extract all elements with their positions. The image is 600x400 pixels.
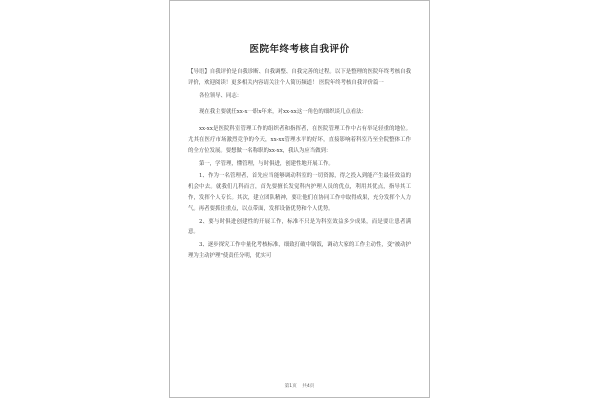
paragraph-intro: 【导语】自我评价是自我诊断、自我调整、自我完善的过程。以下是整理的医院年终考核自我评价，欢迎阅读！更多相关内容请关注个人简历频道！ 医院年终考核自我评价篇一: [188, 69, 411, 86]
page-number: 第1页: [284, 384, 297, 389]
page-total: 共4页: [302, 384, 315, 389]
page-footer: [170, 383, 429, 389]
paragraph-item-2: 2、要与时俱进创建性的开展工作，标准不只是为科室效益多少成果，而是要让患者满意。: [188, 218, 411, 236]
paragraph-salutation: 各位领导、同志：: [199, 92, 243, 99]
paragraph-role: xx-xx是医院科室管理工作的组织者和指挥者，在医院管理工作中占有举足轻重的地位。尤其在医疗市场激烈竞争的今天，xx-xx管理水平的好坏，直接影响着科室乃至全院整体工作的全方位发展。要想做一名称职的xx-xx，我认为应当做到：: [188, 126, 411, 154]
document-body: [188, 67, 411, 262]
paragraph-item-3: 3、逐步探究工作中量化考核标准，细致打破中锅饭，调动大家的工作主动性，变"被动护理为主动护理"使责任分明，优实可: [188, 242, 411, 259]
paragraph-opening: 现在我主要就任xx-x一职x年来，对xx-xx这一角色的细织谈几点看法：: [199, 109, 367, 116]
document-page: [169, 0, 430, 398]
document-title: 医院年终考核自我评价: [249, 44, 350, 55]
paragraph-item-1: 1、作为一名管理者，首先应当能够调动科室的一切资源，得之投入到能产生最佳效益的机会中去。就我们几科而言，首先要擅长发觉科内护理人员的优点，利用其优点，指导其工作，发挥个人专长。其次，建立团队精神，要让他们在协同工作中取得成果，充分发挥个人力气。再者要抓住重点，以点带面，发挥设备优势和个人优势。: [188, 173, 411, 212]
paragraph-point-one-heading: 第一，学管理，懂管理，与时俱进，创建性地开展工作。: [199, 160, 334, 167]
